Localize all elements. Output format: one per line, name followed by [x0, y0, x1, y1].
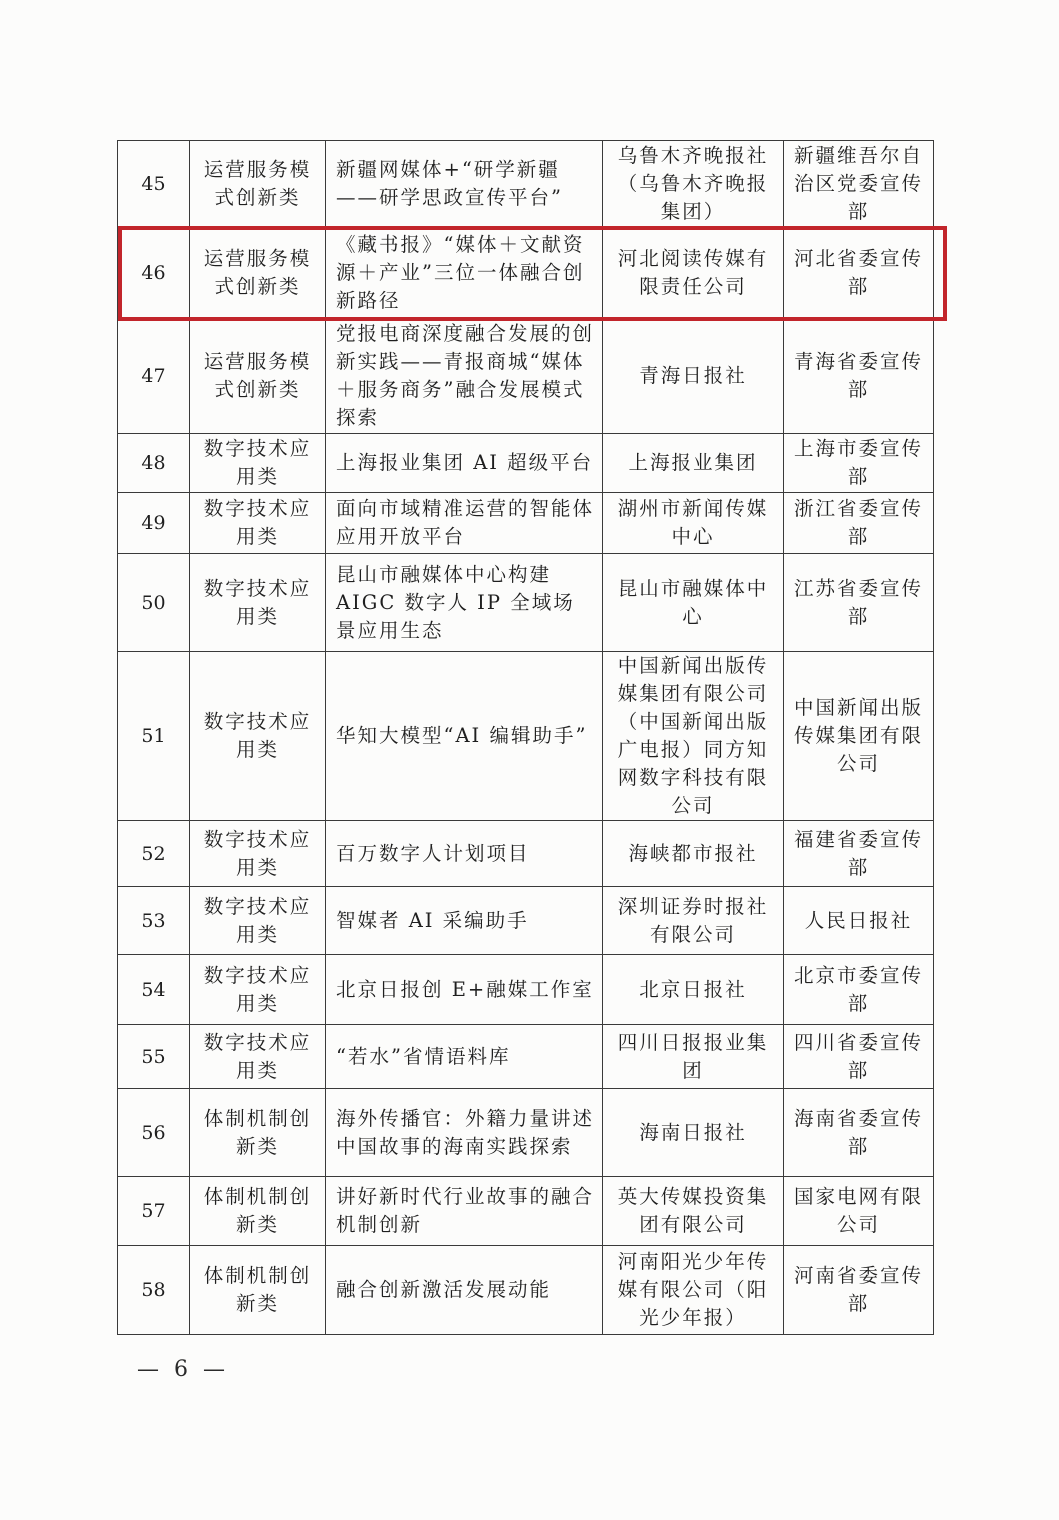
category-cell: 数字技术应用类	[190, 887, 326, 955]
recommender-cell: 河北省委宣传部	[784, 227, 934, 319]
recommender-cell: 浙江省委宣传部	[784, 493, 934, 554]
category-cell: 数字技术应用类	[190, 493, 326, 554]
table-row	[118, 319, 934, 434]
project-cell: 上海报业集团 AI 超级平台	[326, 434, 603, 493]
table-body	[118, 141, 934, 1335]
project-cell: 融合创新激活发展动能	[326, 1246, 603, 1335]
category-cell: 运营服务模式创新类	[190, 141, 326, 227]
unit-cell: 河北阅读传媒有限责任公司	[603, 227, 784, 319]
unit-cell: 中国新闻出版传媒集团有限公司（中国新闻出版广电报）同方知网数字科技有限公司	[603, 652, 784, 821]
recommender-cell: 青海省委宣传部	[784, 319, 934, 434]
unit-cell: 昆山市融媒体中心	[603, 554, 784, 652]
project-cell: “若水”省情语料库	[326, 1025, 603, 1089]
recommender-cell: 河南省委宣传部	[784, 1246, 934, 1335]
recommender-cell: 四川省委宣传部	[784, 1025, 934, 1089]
category-cell: 数字技术应用类	[190, 554, 326, 652]
row-number: 48	[118, 434, 190, 493]
recommender-cell: 人民日报社	[784, 887, 934, 955]
awards-table	[117, 140, 934, 1335]
recommender-cell: 北京市委宣传部	[784, 955, 934, 1025]
category-cell: 数字技术应用类	[190, 434, 326, 493]
category-cell: 运营服务模式创新类	[190, 227, 326, 319]
table-row	[118, 227, 934, 319]
row-number: 52	[118, 821, 190, 887]
recommender-cell: 国家电网有限公司	[784, 1177, 934, 1246]
table-row	[118, 1089, 934, 1177]
unit-cell: 河南阳光少年传媒有限公司（阳光少年报）	[603, 1246, 784, 1335]
row-number: 54	[118, 955, 190, 1025]
recommender-cell: 上海市委宣传部	[784, 434, 934, 493]
recommender-cell: 福建省委宣传部	[784, 821, 934, 887]
row-number: 46	[118, 227, 190, 319]
recommender-cell: 新疆维吾尔自治区党委宣传部	[784, 141, 934, 227]
category-cell: 体制机制创新类	[190, 1246, 326, 1335]
recommender-cell: 中国新闻出版传媒集团有限公司	[784, 652, 934, 821]
page-number: — 6 —	[137, 1357, 229, 1382]
category-cell: 运营服务模式创新类	[190, 319, 326, 434]
row-number: 58	[118, 1246, 190, 1335]
row-number: 50	[118, 554, 190, 652]
table-row	[118, 887, 934, 955]
row-number: 56	[118, 1089, 190, 1177]
table-row	[118, 1025, 934, 1089]
project-cell: 讲好新时代行业故事的融合机制创新	[326, 1177, 603, 1246]
project-cell: 《藏书报》“媒体＋文献资源＋产业”三位一体融合创新路径	[326, 227, 603, 319]
project-cell: 新疆网媒体+“研学新疆——研学思政宣传平台”	[326, 141, 603, 227]
table-row	[118, 554, 934, 652]
table-row	[118, 1177, 934, 1246]
unit-cell: 青海日报社	[603, 319, 784, 434]
project-cell: 面向市域精准运营的智能体应用开放平台	[326, 493, 603, 554]
table-row	[118, 652, 934, 821]
project-cell: 华知大模型“AI 编辑助手”	[326, 652, 603, 821]
unit-cell: 上海报业集团	[603, 434, 784, 493]
category-cell: 数字技术应用类	[190, 821, 326, 887]
table-row	[118, 493, 934, 554]
project-cell: 党报电商深度融合发展的创新实践——青报商城“媒体＋服务商务”融合发展模式探索	[326, 319, 603, 434]
row-number: 47	[118, 319, 190, 434]
row-number: 53	[118, 887, 190, 955]
project-cell: 海外传播官：外籍力量讲述中国故事的海南实践探索	[326, 1089, 603, 1177]
row-number: 45	[118, 141, 190, 227]
unit-cell: 四川日报报业集团	[603, 1025, 784, 1089]
row-number: 49	[118, 493, 190, 554]
category-cell: 体制机制创新类	[190, 1089, 326, 1177]
table-row	[118, 141, 934, 227]
recommender-cell: 海南省委宣传部	[784, 1089, 934, 1177]
unit-cell: 湖州市新闻传媒中心	[603, 493, 784, 554]
unit-cell: 英大传媒投资集团有限公司	[603, 1177, 784, 1246]
table-row	[118, 821, 934, 887]
unit-cell: 深圳证券时报社有限公司	[603, 887, 784, 955]
unit-cell: 乌鲁木齐晚报社（乌鲁木齐晚报集团）	[603, 141, 784, 227]
category-cell: 数字技术应用类	[190, 652, 326, 821]
table-row	[118, 955, 934, 1025]
row-number: 51	[118, 652, 190, 821]
project-cell: 百万数字人计划项目	[326, 821, 603, 887]
category-cell: 数字技术应用类	[190, 1025, 326, 1089]
project-cell: 昆山市融媒体中心构建 AIGC 数字人 IP 全域场景应用生态	[326, 554, 603, 652]
row-number: 57	[118, 1177, 190, 1246]
unit-cell: 北京日报社	[603, 955, 784, 1025]
unit-cell: 海峡都市报社	[603, 821, 784, 887]
project-cell: 智媒者 AI 采编助手	[326, 887, 603, 955]
table-row	[118, 434, 934, 493]
category-cell: 数字技术应用类	[190, 955, 326, 1025]
category-cell: 体制机制创新类	[190, 1177, 326, 1246]
row-number: 55	[118, 1025, 190, 1089]
unit-cell: 海南日报社	[603, 1089, 784, 1177]
project-cell: 北京日报创 E+融媒工作室	[326, 955, 603, 1025]
table-row	[118, 1246, 934, 1335]
recommender-cell: 江苏省委宣传部	[784, 554, 934, 652]
